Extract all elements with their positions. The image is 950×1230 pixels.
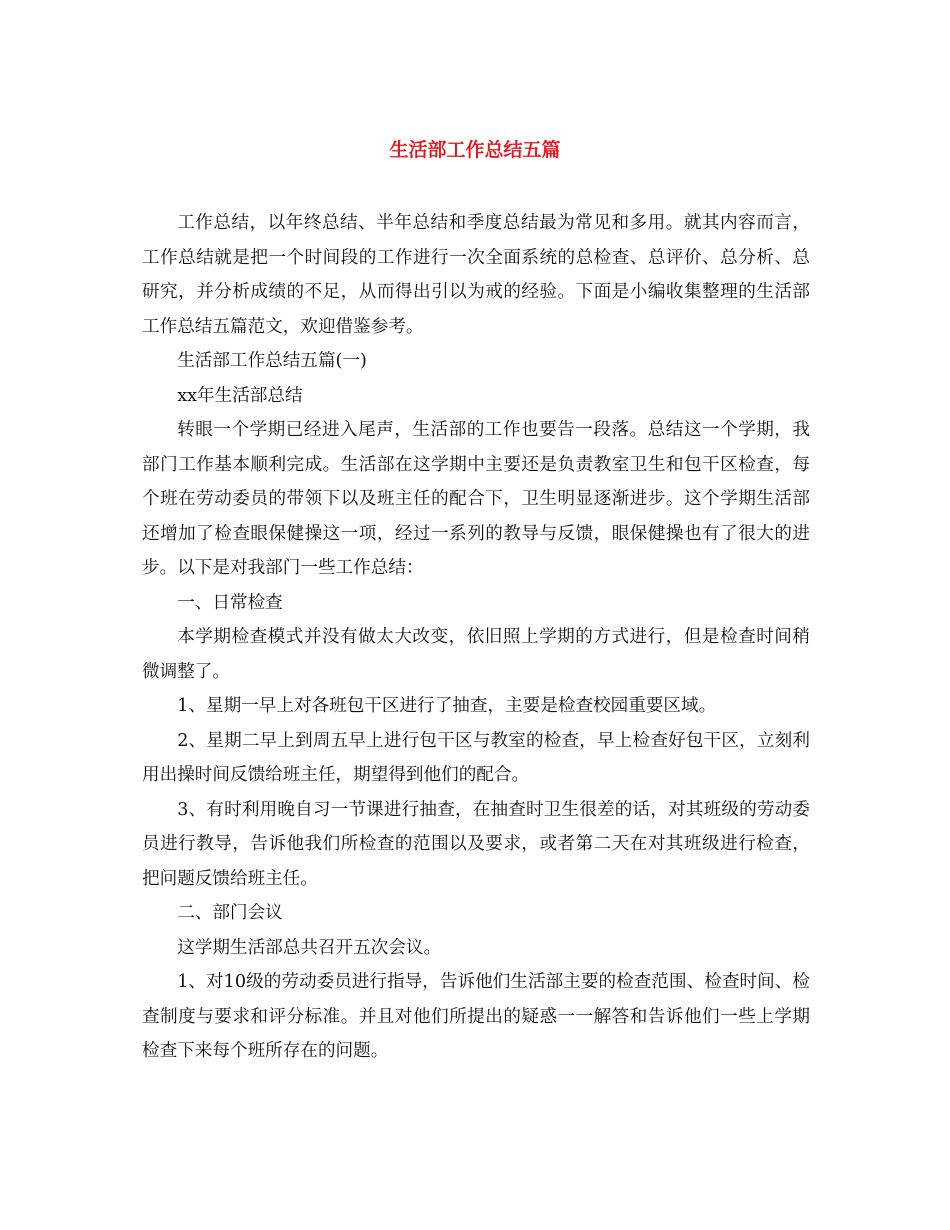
- document-body: [142, 206, 810, 1069]
- paragraph-section-heading: 生活部工作总结五篇(一): [177, 351, 367, 371]
- paragraph-intro: 工作总结，以年终总结、半年总结和季度总结最为常见和多用。就其内容而言，工作总结就是把一个时间段的工作进行一次全面系统的总检查、总评价、总分析、总研究，并分析成绩的不足，从而得出引以为戒的经验。下面是小编收集整理的生活部工作总结五篇范文，欢迎借鉴参考。: [142, 213, 810, 337]
- paragraph-subtitle: xx年生活部总结: [177, 385, 303, 406]
- paragraph-heading-daily-check: 一、日常检查: [177, 592, 283, 613]
- paragraph-overview: 转眼一个学期已经进入尾声，生活部的工作也要告一段落。总结这一个学期，我部门工作基本顺利完成。生活部在这学期中主要还是负责教室卫生和包干区检查，每个班在劳动委员的带领下以及班主任的配合下，卫生明显逐渐进步。这个学期生活部还增加了检查眼保健操这一项，经过一系列的教导与反馈，眼保健操也有了很大的进步。以下是对我部门一些工作总结：: [142, 420, 810, 578]
- paragraph-check-mode: 本学期检查模式并没有做太大改变，依旧照上学期的方式进行，但是检查时间稍微调整了。: [142, 627, 810, 682]
- paragraph-item-1: 1、星期一早上对各班包干区进行了抽查，主要是检查校园重要区域。: [177, 696, 717, 716]
- paragraph-item-2: 2、星期二早上到周五早上进行包干区与教室的检查，早上检查好包干区，立刻利用出操时间反馈给班主任，期望得到他们的配合。: [142, 730, 810, 785]
- document-title: 生活部工作总结五篇: [389, 139, 561, 161]
- paragraph-meeting-item-1: 1、对10级的劳动委员进行指导，告诉他们生活部主要的检查范围、检查时间、检查制度与要求和评分标准。并且对他们所提出的疑惑一一解答和告诉他们一些上学期检查下来每个班所存在的问题。: [142, 972, 810, 1061]
- paragraph-meeting-count: 这学期生活部总共召开五次会议。: [177, 937, 442, 958]
- paragraph-heading-meetings: 二、部门会议: [177, 903, 283, 923]
- paragraph-item-3: 3、有时利用晚自习一节课进行抽查，在抽查时卫生很差的话，对其班级的劳动委员进行教导，告诉他我们所检查的范围以及要求，或者第二天在对其班级进行检查，把问题反馈给班主任。: [142, 799, 810, 889]
